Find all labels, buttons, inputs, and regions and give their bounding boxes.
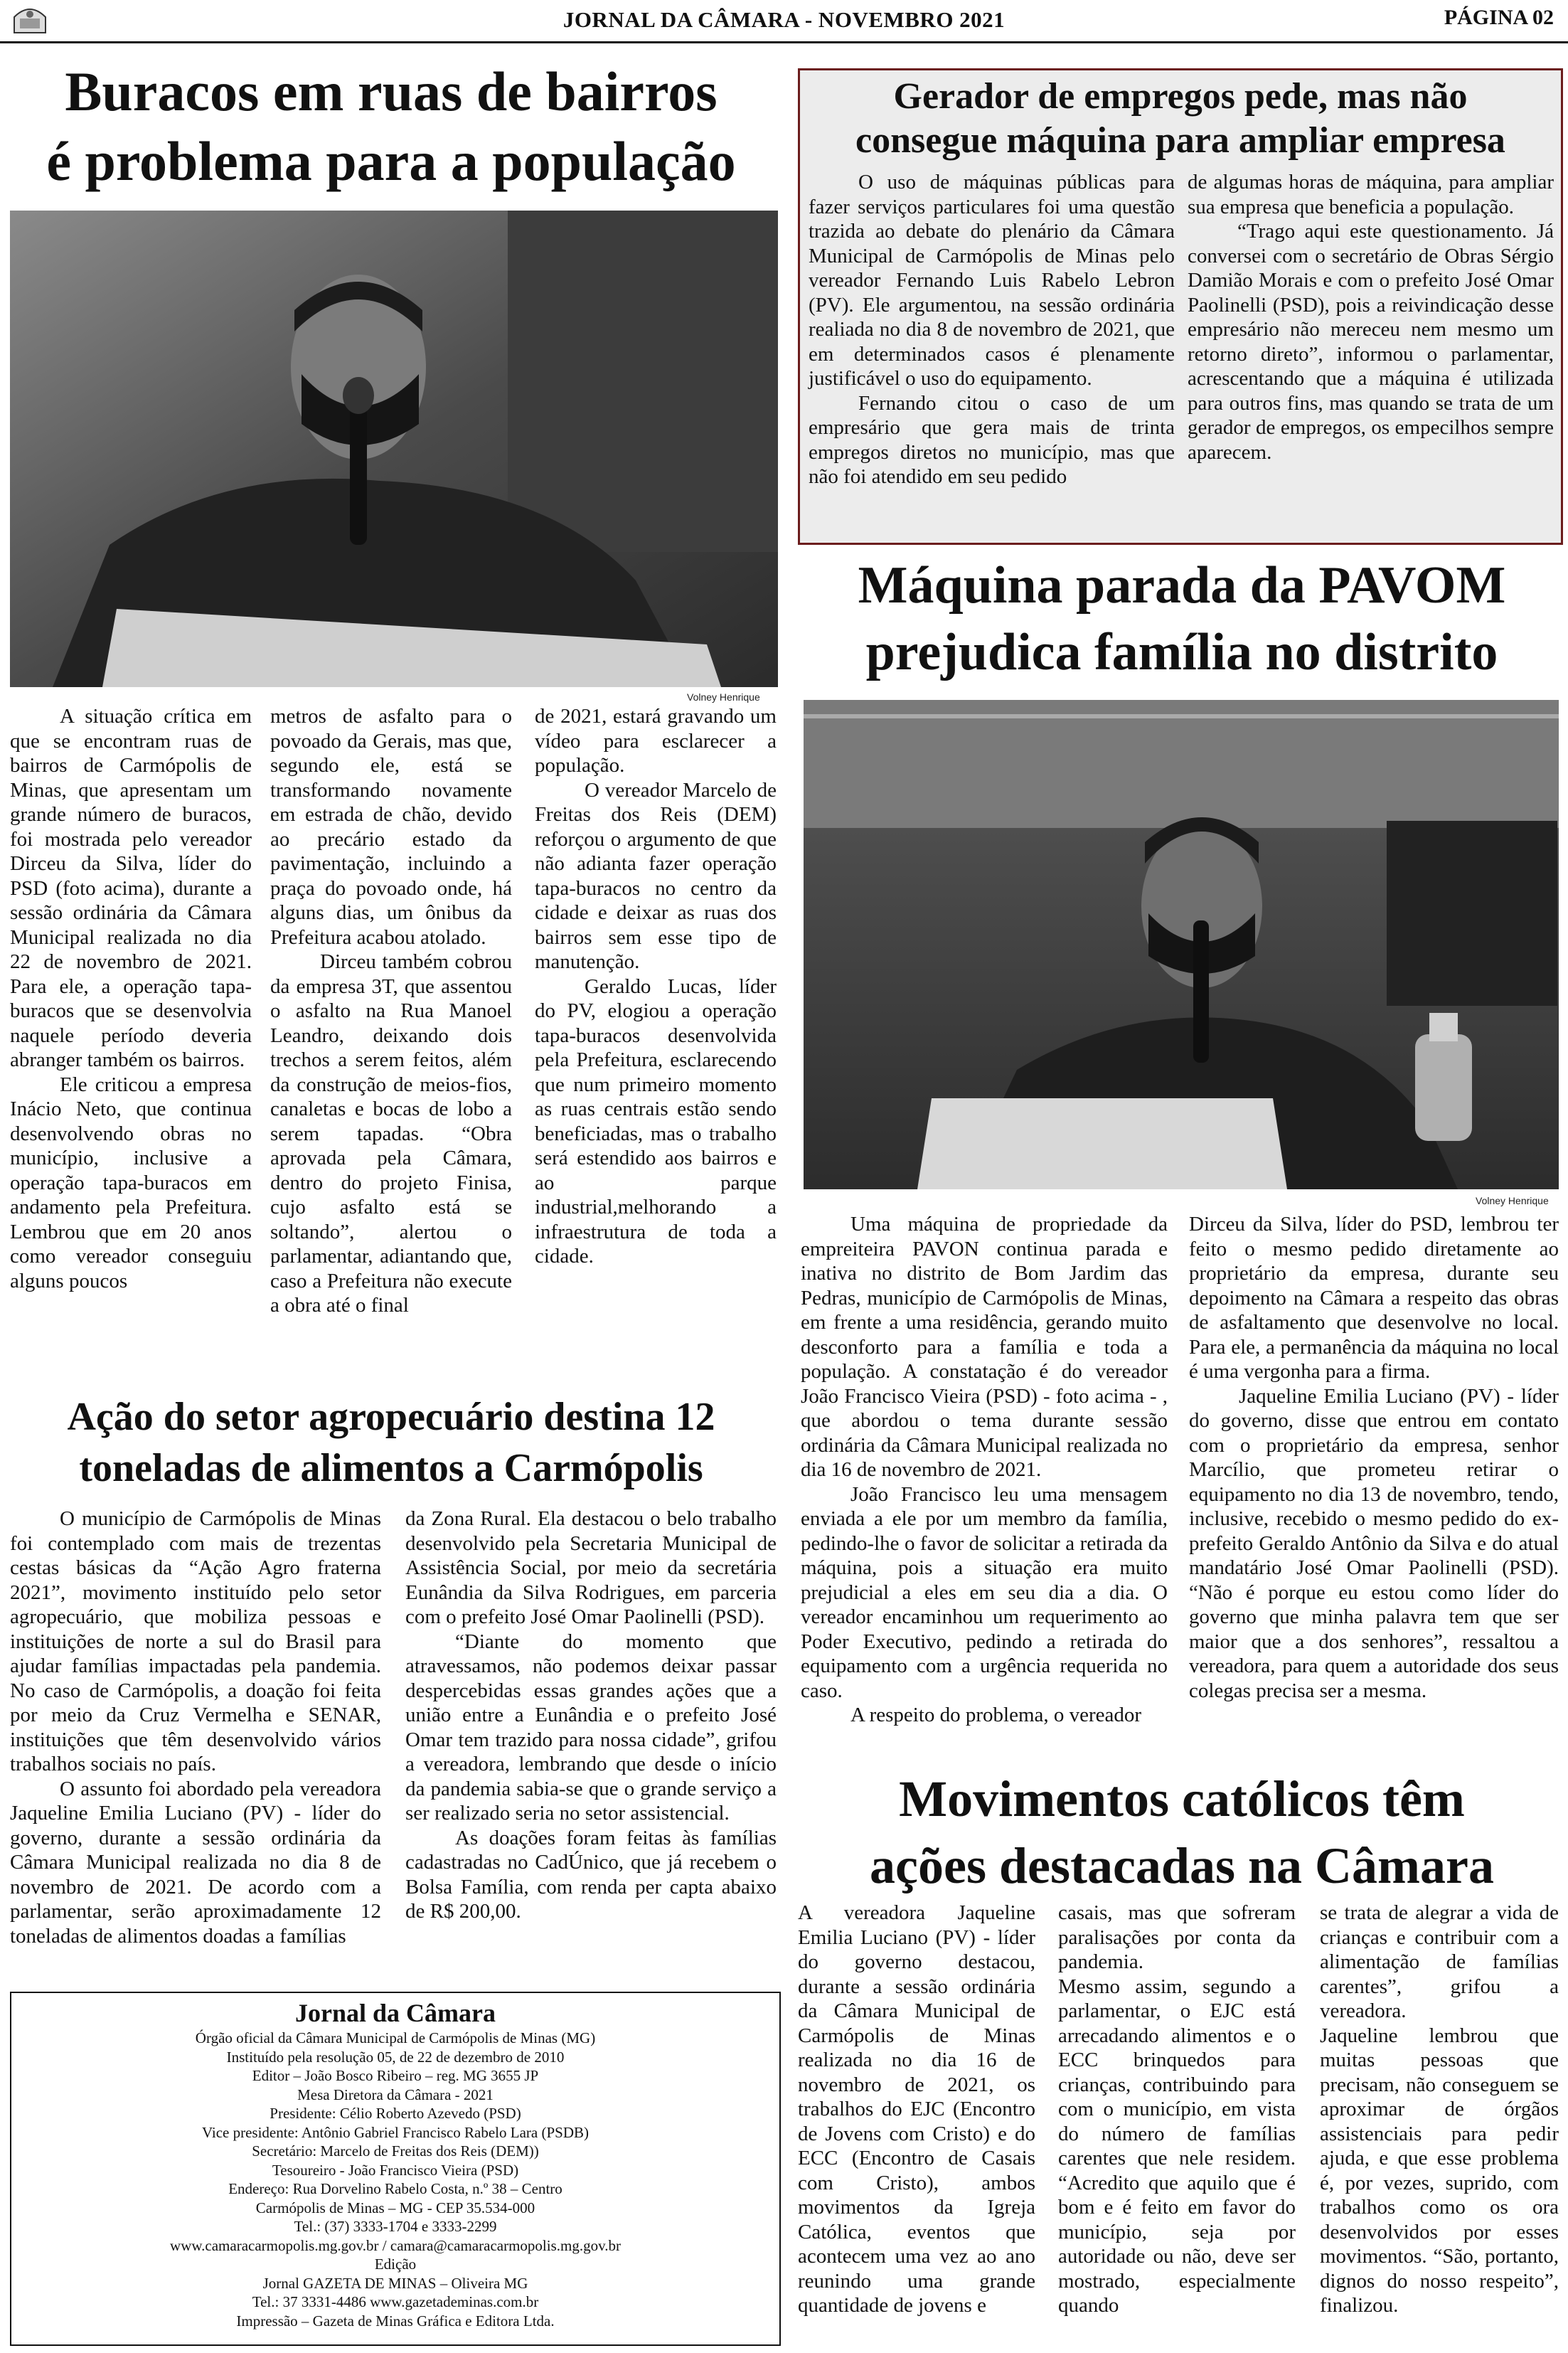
article3-paragraph: Uma máquina de propriedade da empreiteira PAVON continua parada e inativa no distrito de Bom Jardim das Pedras, município de Carmópolis de Minas, em frente a uma residência, gerando muito desconforto para a família e toda a população. A constatação é do vereador João Francisco Vieira (PSD) - foto acima - , que abordou o tema durante sessão ordinária da Câmara Municipal realizada no dia 16 de novembro de 2021.	[801, 1213, 1168, 1481]
article5-headline-line1: Movimentos católicos têm	[899, 1770, 1465, 1827]
article1-column-2	[270, 704, 512, 1318]
expediente-line: Impressão – Gazeta de Minas Gráfica e Editora Ltda.	[236, 2312, 555, 2330]
masthead-rule	[0, 41, 1568, 43]
article1-column-3	[535, 704, 777, 1269]
article4-column-2	[405, 1507, 777, 1924]
expediente-line: Tel.: (37) 3333-1704 e 3333-2299	[294, 2218, 497, 2235]
expediente-line: Mesa Diretora da Câmara - 2021	[297, 2086, 494, 2103]
article1-paragraph: A situação crítica em que se encontram ruas de bairros de Carmópolis de Minas, que apresentam um grande número de buracos, foi mostrada pelo vereador Dirceu da Silva, líder do PSD (foto acima), durante a sessão ordinária da Câmara Municipal realizada no dia 22 de novembro de 2021. Para ele, a operação tapa-buracos que se desenvolvia naquele período deveria abranger também os bairros.	[10, 705, 252, 1071]
article4-paragraph: O município de Carmópolis de Minas foi contemplado com mais de trezentas cestas básicas da “Ação Agro fraterna 2021”, movimento instituído pelo setor agropecuário, que mobiliza pessoas e instituições de norte a sul do Brasil para ajudar famílias impactadas pela pandemia. No caso de Carmópolis, a doação foi feita por meio da Cruz Vermelha e SENAR, instituições que têm desenvolvido vários trabalhos sociais no país.	[10, 1507, 381, 1775]
article4-headline-line2: toneladas de alimentos a Carmópolis	[79, 1446, 703, 1490]
expediente-line: www.camaracarmopolis.mg.gov.br / camara@camaracarmopolis.mg.gov.br	[170, 2236, 621, 2254]
article2-headline-line1: Gerador de empregos pede, mas não	[893, 76, 1468, 117]
article2-headline-line2: consegue máquina para ampliar empresa	[855, 120, 1505, 161]
article1-column-1	[10, 704, 252, 1293]
article4-paragraph: da Zona Rural. Ela destacou o belo trabalho desenvolvido pela Secretaria Municipal de Assistência Social, por meio da secretária Eunândia da Silva Rodrigues, em parceria com o prefeito José Omar Paolinelli (PSD).	[405, 1507, 777, 1628]
article1-paragraph: de 2021, estará gravando um vídeo para esclarecer a população.	[535, 705, 777, 777]
article1-headline-line1: Buracos em ruas de bairros	[65, 60, 718, 122]
expediente-line: Vice presidente: Antônio Gabriel Francisco Rabelo Lara (PSDB)	[201, 2123, 589, 2141]
expediente-line: Órgão oficial da Câmara Municipal de Carmópolis de Minas (MG)	[195, 2029, 596, 2046]
article3-headline	[798, 552, 1566, 686]
article5-paragraph: casais, mas que sofreram paralisações por conta da pandemia.	[1058, 1901, 1296, 1973]
article5-headline-line2: ações destacadas na Câmara	[870, 1837, 1494, 1894]
expediente-lines	[11, 2029, 779, 2330]
article2-paragraph: de algumas horas de máquina, para ampliar sua empresa que beneficia a população.	[1188, 171, 1554, 218]
article2-box	[798, 68, 1563, 545]
article5-column-3	[1320, 1901, 1559, 2318]
article2-column-1	[809, 170, 1175, 489]
article4-paragraph: O assunto foi abordado pela vereadora Jaqueline Emilia Luciano (PV) - líder do governo, durante a sessão ordinária da Câmara Municipal realizada no dia 8 de novembro de 2021. De acordo com a parlamentar, serão aproximadamente 12 toneladas de alimentos doadas a famílias	[10, 1777, 381, 1948]
page-number: PÁGINA 02	[1444, 6, 1554, 29]
expediente-box	[10, 1992, 781, 2346]
expediente-line: Secretário: Marcelo de Freitas dos Reis (DEM))	[252, 2142, 539, 2160]
article3-paragraph: Jaqueline Emilia Luciano (PV) - líder do governo, disse que entrou em contato com o proprietário da empresa, senhor Marcílio, que prometeu retirar o equipamento no dia 13 de novembro, tendo, inclusive, recebido o mesmo pedido do ex-prefeito Geraldo Antônio da Silva e do atual mandatário José Omar Paolinelli (PSD). “Não é porque eu estou como líder do governo que minha palavra tem que ser maior que a dos senhores”, ressaltou a vereadora, para quem a autoridade dos seus colegas precisa ser a mesma.	[1189, 1384, 1559, 1702]
article4-paragraph: As doações foram feitas às famílias cadastradas no CadÚnico, que já recebem o Bolsa Família, com renda per capta abaixo de R$ 200,00.	[405, 1826, 777, 1923]
article1-paragraph: Ele criticou a empresa Inácio Neto, que continua desenvolvendo obras no município, inclusive a operação tapa-buracos em andamento pela Prefeitura. Lembrou que em 20 anos como vereador conseguiu alguns poucos	[10, 1073, 252, 1292]
article3-column-2	[1189, 1212, 1559, 1703]
article2-paragraph: O uso de máquinas públicas para fazer serviços particulares foi uma questão trazida ao debate do plenário da Câmara Municipal de Carmópolis de Minas pelo vereador Fernando Luis Rabelo Lebron (PV). Ele argumentou, na sessão ordinária realiada no dia 8 de novembro de 2021, que em determinados casos é plenamente justificável o uso do equipamento.	[809, 171, 1175, 390]
article1-photo-credit: Volney Henrique	[687, 691, 760, 703]
article4-headline-line1: Ação do setor agropecuário destina 12	[67, 1395, 715, 1439]
expediente-line: Carmópolis de Minas – MG - CEP 35.534-000	[255, 2199, 535, 2216]
article5-paragraph: A vereadora Jaqueline Emilia Luciano (PV) - líder do governo destacou, durante a sessão ordinária da Câmara Municipal de Carmópolis de Minas realizada no dia 16 de novembro de 2021, os trabalhos do EJC (Encontro de Jovens com Cristo) e do ECC (Encontro de Casais com Cristo), ambos movimentos da Igreja Católica, eventos que acontecem uma vez ao ano reunindo uma grande quantidade de jovens e	[798, 1901, 1035, 2317]
expediente-line: Editor – João Bosco Ribeiro – reg. MG 3655 JP	[252, 2067, 539, 2084]
article1-paragraph: Geraldo Lucas, líder do PV, elogiou a operação tapa-buracos desenvolvida pela Prefeitura, esclarecendo que num primeiro momento as ruas centrais estão sendo beneficiadas, mas o trabalho será estendido aos bairros e ao parque industrial,melhorando a infraestrutura de toda a cidade.	[535, 974, 777, 1268]
masthead-title: JORNAL DA CÂMARA - NOVEMBRO 2021	[562, 7, 1006, 32]
article3-headline-line2: prejudica família no distrito	[865, 623, 1498, 681]
article4-column-1	[10, 1507, 381, 1948]
article4-paragraph: “Diante do momento que atravessamos, não podemos deixar passar despercebidas essas grandes ações que a união entre a Eunândia e o prefeito José Omar tem trazido para nossa cidade”, grifou a vereadora, lembrando que desde o início da pandemia sabia-se que o grande serviço a ser realizado seria no setor assistencial.	[405, 1630, 777, 1824]
expediente-line: Endereço: Rua Dorvelino Rabelo Costa, n.º 38 – Centro	[228, 2180, 562, 2197]
article5-paragraph: se trata de alegrar a vida de crianças e contribuir com a alimentação de famílias carentes”, grifou a vereadora.	[1320, 1901, 1559, 2022]
expediente-line: Tesoureiro - João Francisco Vieira (PSD)	[272, 2161, 519, 2179]
article2-column-2	[1188, 170, 1554, 464]
article1-headline	[0, 57, 782, 196]
expediente-title: Jornal da Câmara	[295, 1999, 496, 2027]
expediente-line: Instituído pela resolução 05, de 22 de dezembro de 2010	[226, 2048, 565, 2066]
article3-column-1	[801, 1212, 1168, 1728]
article1-photo	[10, 211, 778, 687]
article4-headline	[0, 1391, 782, 1494]
article2-paragraph: Fernando citou o caso de um empresário que gera mais de trinta empregos diretos no município, mas que não foi atendido em seu pedido	[809, 391, 1175, 488]
article1-headline-line2: é problema para a população	[46, 130, 736, 192]
article2-headline	[800, 75, 1561, 163]
article5-column-1	[798, 1901, 1035, 2318]
article1-paragraph: O vereador Marcelo de Freitas dos Reis (DEM) reforçou o argumento de que não adianta fazer operação tapa-buracos no centro da cidade e deixar as ruas dos bairros sem esse tipo de manutenção.	[535, 778, 777, 973]
article3-photo	[804, 700, 1559, 1189]
article5-paragraph: Jaqueline lembrou que muitas pessoas que precisam, não conseguem se aproximar de órgãos assistenciais para pedir ajuda, e que esse problema é, por vezes, suprido, com trabalhos como os ora desenvolvidos por esses movimentos. “São, portanto, dignos do nosso respeito”, finalizou.	[1320, 2024, 1559, 2317]
article3-paragraph: João Francisco leu uma mensagem enviada a ele por um membro da família, pedindo-lhe o favor de solicitar a retirada da máquina, pois a situação era muito prejudicial a eles em seu dia a dia. O vereador encaminhou um requerimento ao Poder Executivo, pedindo a retirada do equipamento com a urgência requerida no caso.	[801, 1482, 1168, 1702]
article1-paragraph: Dirceu também cobrou da empresa 3T, que assentou o asfalto na Rua Manoel Leandro, deixando dois trechos a serem feitos, além da construção de meios-fios, canaletas e bocas de lobo a serem tapadas. “Obra aprovada pela Câmara, dentro do projeto Finisa, cujo asfalto está se soltando”, alertou o parlamentar, adiantando que, caso a Prefeitura não execute a obra até o final	[270, 950, 512, 1317]
expediente-line: Jornal GAZETA DE MINAS – Oliveira MG	[262, 2274, 528, 2292]
expediente-line: Tel.: 37 3331-4486 www.gazetademinas.com.br	[252, 2293, 539, 2310]
article3-paragraph: Dirceu da Silva, líder do PSD, lembrou ter feito o mesmo pedido diretamente ao proprietário da empresa, durante seu depoimento na Câmara a respeito das obras de asfaltamento que desenvolve no local. Para ele, a permanência da máquina no local é uma vergonha para a firma.	[1189, 1213, 1559, 1383]
article5-column-2	[1058, 1901, 1296, 2318]
expediente-line: Edição	[374, 2256, 417, 2273]
article3-headline-line1: Máquina parada da PAVOM	[858, 556, 1506, 615]
expediente-line: Presidente: Célio Roberto Azevedo (PSD)	[270, 2105, 521, 2122]
article2-paragraph: “Trago aqui este questionamento. Já conversei com o secretário de Obras Sérgio Damião Morais e com o prefeito José Omar Paolinelli (PSD), pois a reivindicação desse empresário não mereceu nem mesmo um retorno direto”, informou o parlamentar, acrescentando que a máquina é utilizada para outros fins, mas quando se trata de um gerador de empregos, os empecilhos sempre aparecem.	[1188, 220, 1554, 464]
article5-paragraph: Mesmo assim, segundo a parlamentar, o EJC está arrecadando alimentos e o ECC brinquedos para crianças, contribuindo para com o município, em vista do número de famílias carentes que nele residem. “Acredito que aquilo que é bom e é feito em favor do município, seja por autoridade ou não, deve ser mostrado, especialmente quando	[1058, 1975, 1296, 2317]
article1-paragraph: metros de asfalto para o povoado da Gerais, mas que, segundo ele, está se transformando novamente em estrada de chão, devido ao precário estado da pavimentação, incluindo a praça do povoado onde, há alguns dias, um ônibus da Prefeitura acabou atolado.	[270, 705, 512, 949]
article5-headline	[798, 1765, 1566, 1899]
article3-photo-credit: Volney Henrique	[1476, 1195, 1549, 1206]
article3-paragraph: A respeito do problema, o vereador	[850, 1704, 1142, 1726]
